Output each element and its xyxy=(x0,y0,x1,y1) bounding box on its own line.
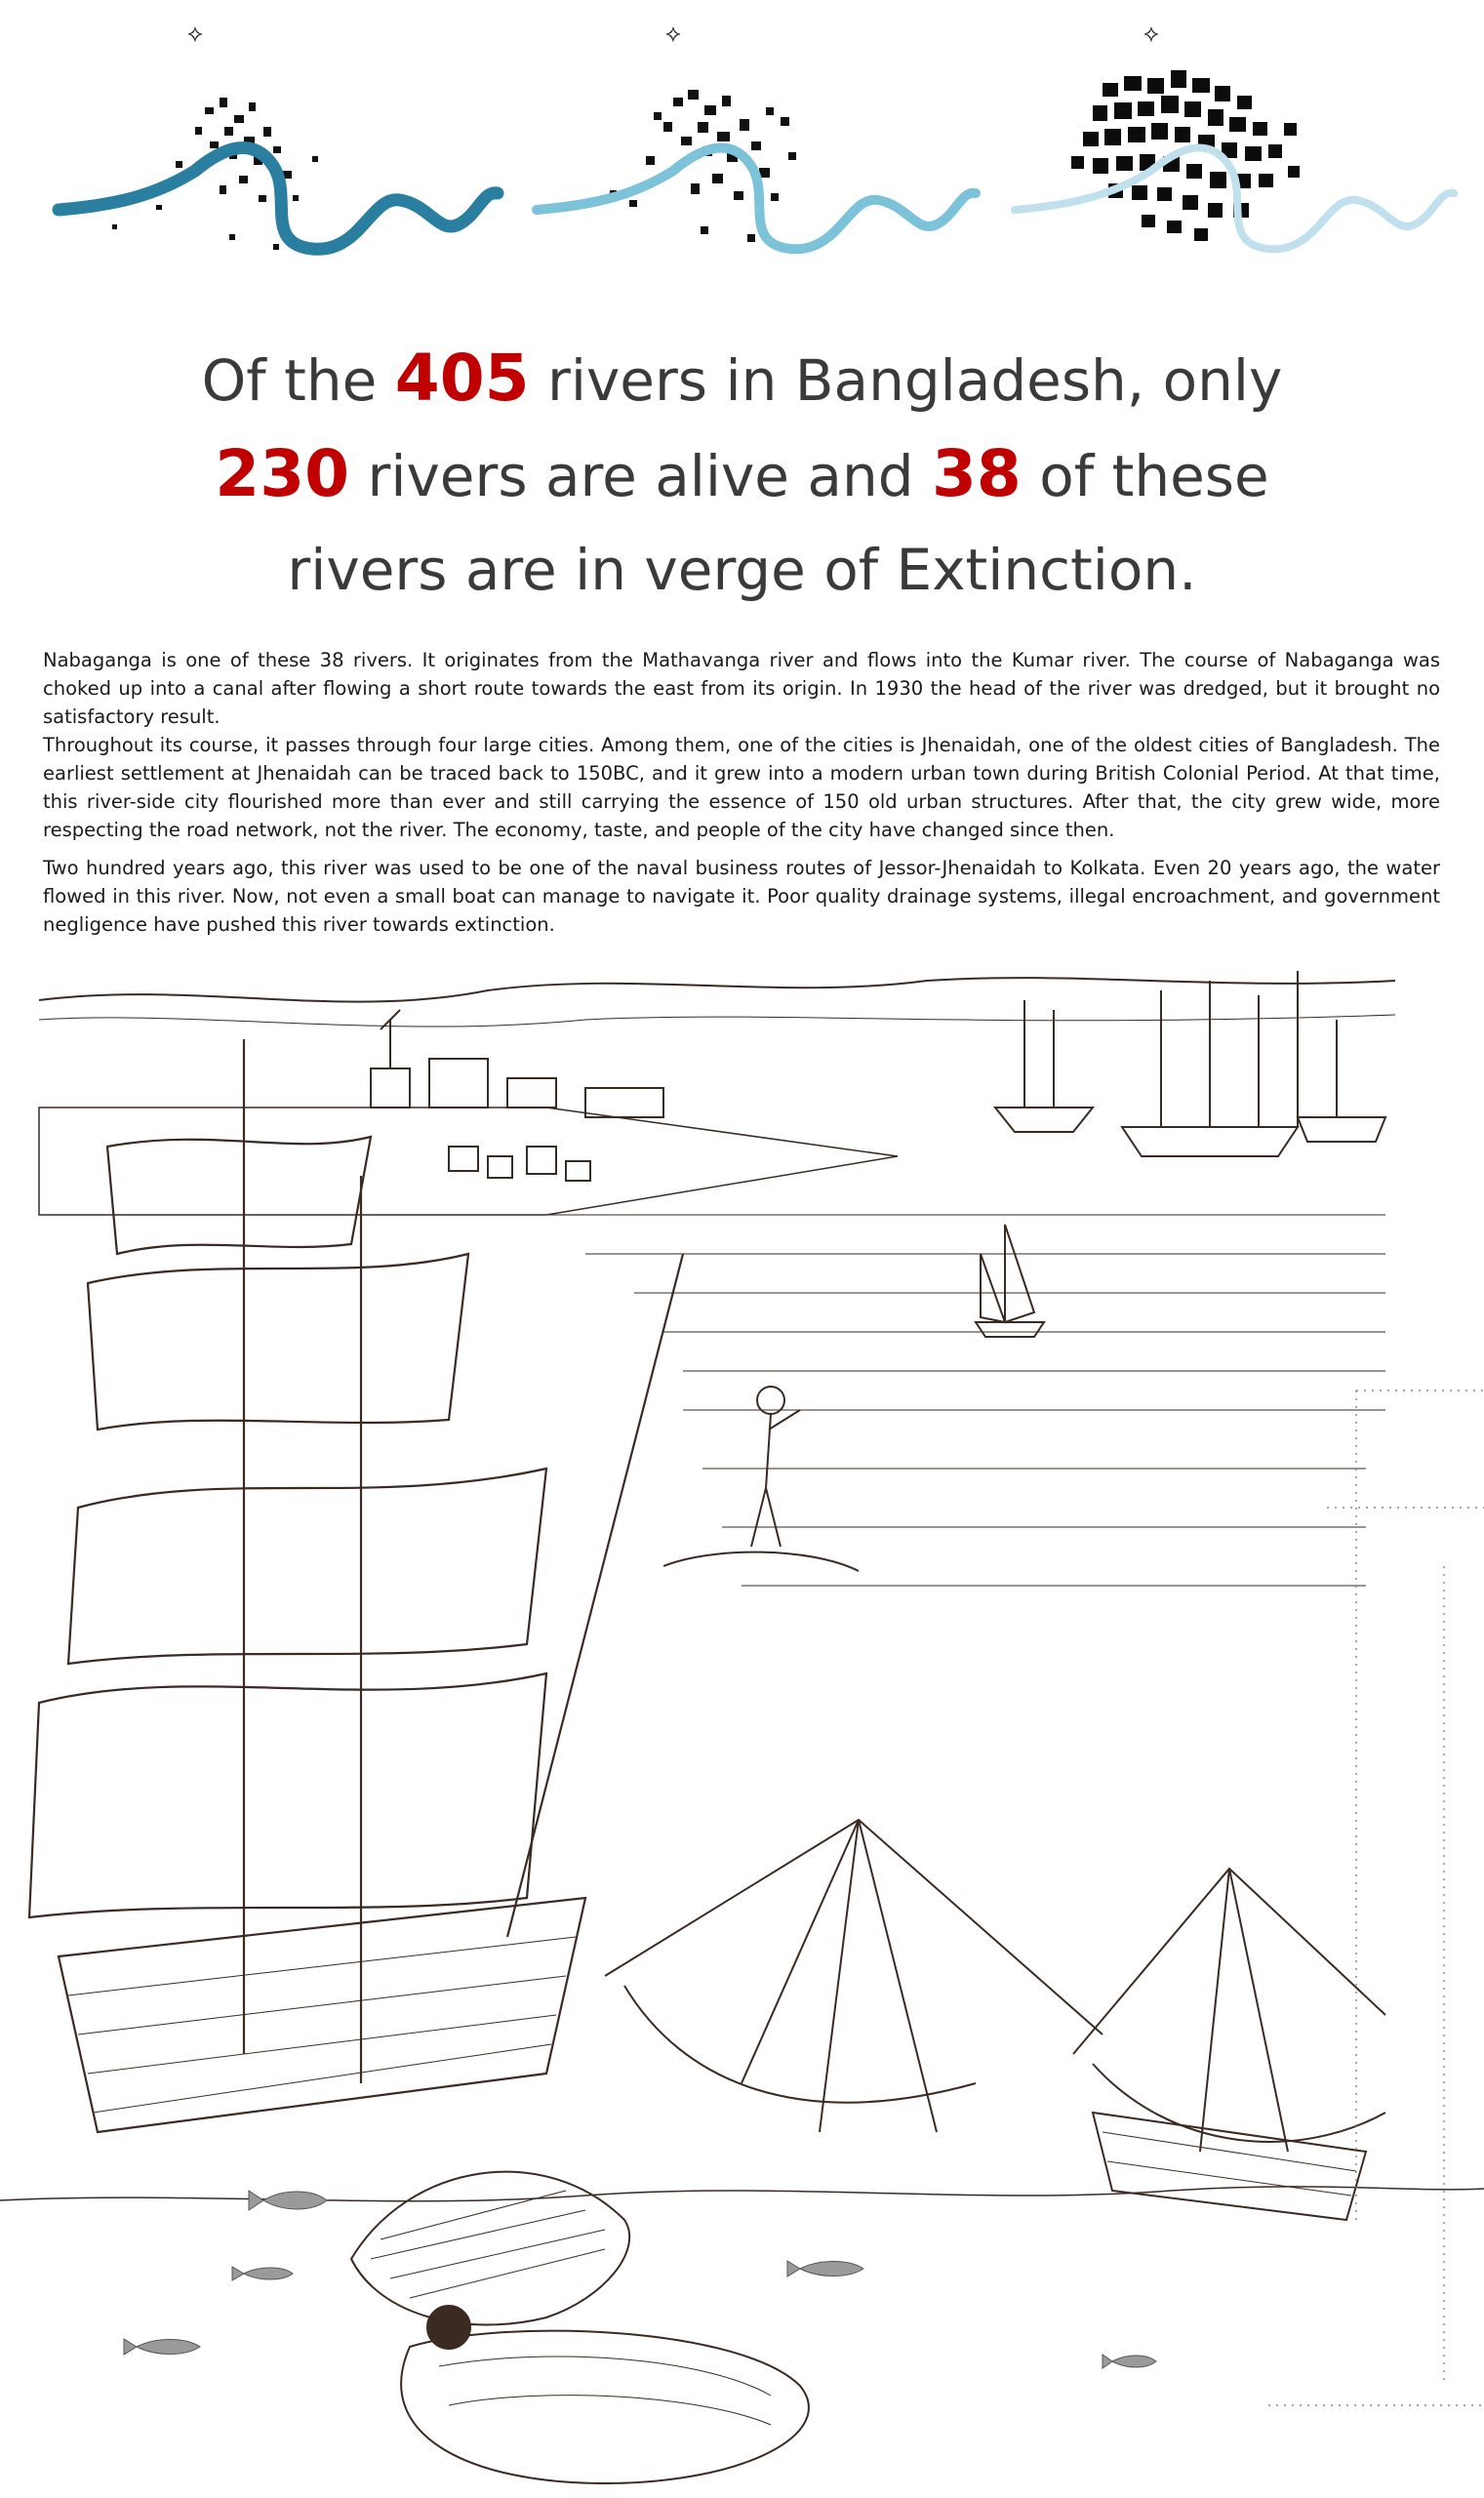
map-present xyxy=(1015,20,1454,249)
settlement-blocks xyxy=(1071,70,1300,241)
paragraph-extinction: Two hundred years ago, this river was used to be one of the naval business routes of Jessor-Jhenaidah to Kolkata. Even 20 years ago, the water flowed in this river. Now, not even a small boat can manage to navigate it. Poor quality drainage systems, illegal encroachment, and government negligence have pushed this river towards extinction. xyxy=(43,857,1440,936)
river-city-maps xyxy=(0,0,1484,312)
headline-line-3: rivers are in verge of Extinction. xyxy=(287,537,1197,603)
boats-sketch xyxy=(1093,2113,1366,2220)
headline xyxy=(0,332,1484,617)
water-lines xyxy=(546,1215,1385,1586)
historical-river-illustration xyxy=(0,961,1484,2498)
oyster-shell-sketch xyxy=(351,2172,809,2483)
rivers-extinction-number: 38 xyxy=(931,436,1022,511)
fishing-nets-sketch xyxy=(605,1820,1385,2152)
figure-sketch xyxy=(663,1387,859,1571)
rivers-alive-number: 230 xyxy=(215,436,350,511)
headline-line-2 xyxy=(0,427,1484,523)
settlement-blocks xyxy=(610,90,796,242)
map-past xyxy=(59,20,498,250)
headline-text: of these xyxy=(1021,443,1269,509)
headline-line-1 xyxy=(0,332,1484,427)
small-sailboat-sketch xyxy=(976,1225,1044,1337)
shoreline-sketch xyxy=(0,2187,1484,2201)
fish-sketch xyxy=(124,2191,1156,2368)
headline-text: Of the xyxy=(201,347,395,414)
fort-town-sketch xyxy=(39,1010,898,1215)
dotted-grid-lines xyxy=(1268,1390,1484,2405)
headline-text: rivers in Bangladesh, only xyxy=(529,347,1283,414)
body-text xyxy=(43,646,1440,939)
paragraph-origin: Nabaganga is one of these 38 rivers. It originates from the Mathavanga river and flows into the Kumar river. The course of Nabaganga was choked up into a canal after flowing a short route towards the east from its origin. In 1930 the head of the river was dredged, but it brought no satisfactory result. xyxy=(43,649,1440,728)
north-arrow-icon: ⟡ xyxy=(1143,20,1159,47)
map-middle xyxy=(537,20,976,249)
north-arrow-icon: ⟡ xyxy=(187,20,203,47)
large-ship-sketch xyxy=(29,1039,683,2132)
distant-ships-sketch xyxy=(995,971,1385,1156)
headline-text: rivers are alive and xyxy=(349,443,932,509)
hills-sketch xyxy=(39,978,1395,1001)
paragraph-history: Throughout its course, it passes through four large cities. Among them, one of the cities is Jhenaidah, one of the oldest cities of Bangladesh. The earliest settlement at Jhenaidah can be traced back to 150BC, and it grew into a modern urban town during British Colonial Period. At that time, this river-side city flourished more than ever and still carrying the essence of 150 old urban structures. After that, the city grew wide, more respecting the road network, not the river. The economy, taste, and people of the city have changed since then. xyxy=(43,734,1440,841)
north-arrow-icon: ⟡ xyxy=(665,20,681,47)
rivers-total-number: 405 xyxy=(394,341,530,416)
